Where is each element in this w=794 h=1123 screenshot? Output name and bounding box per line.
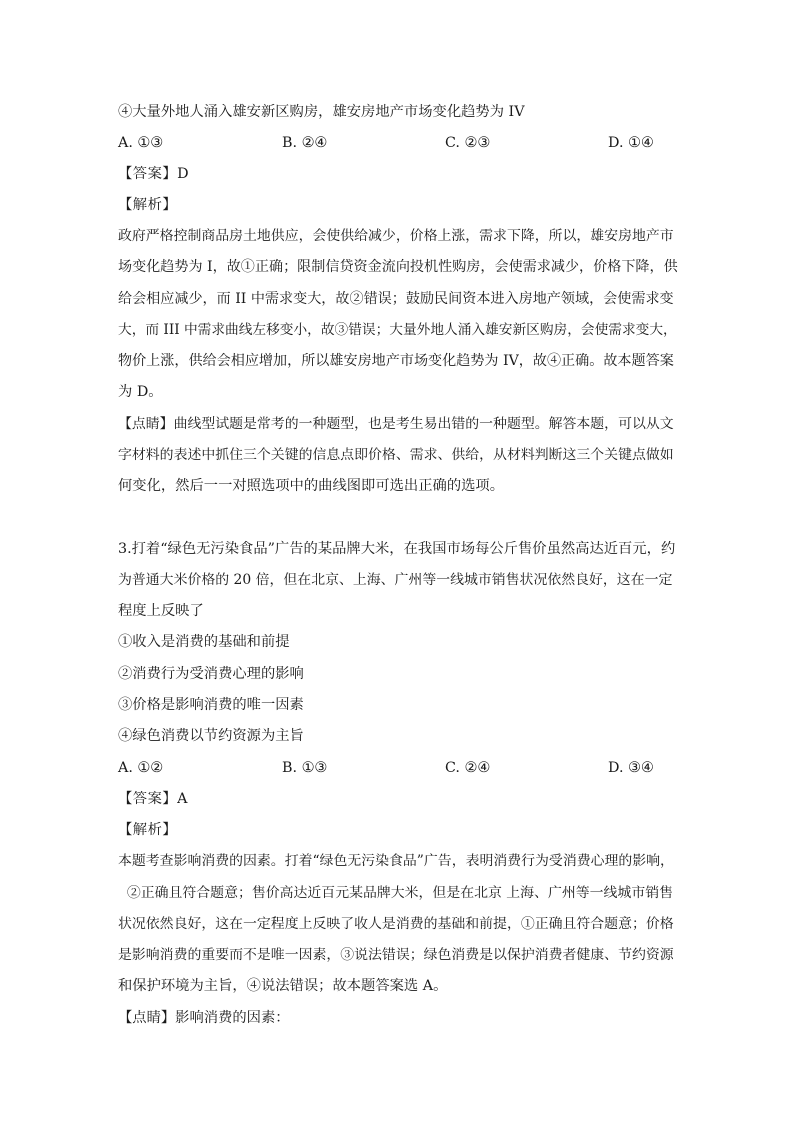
q2-comment-line: 何变化，然后一一对照选项中的曲线图即可选出正确的选项。 bbox=[118, 478, 505, 494]
q3-option-b: B. ①③ bbox=[282, 760, 328, 776]
q3-option-a: A. ①② bbox=[118, 760, 164, 776]
q2-options bbox=[118, 133, 678, 153]
q2-analysis-line: 为 D。 bbox=[118, 384, 163, 400]
q2-option-d: D. ①④ bbox=[608, 135, 654, 151]
q2-comment-line: 字材料的表述中抓住三个关键的信息点即价格、需求、供给，从材料判断这三个关键点做如 bbox=[118, 447, 674, 463]
q2-analysis-line: 物价上涨，供给会相应增加，所以雄安房地产市场变化趋势为 IV，故④正确。故本题答案 bbox=[118, 353, 674, 369]
q3-comment: 【点睛】影响消费的因素： bbox=[118, 1010, 290, 1026]
q2-option-a: A. ①③ bbox=[118, 135, 164, 151]
q2-analysis-line: 大，而 III 中需求曲线左移变小，故③错误；大量外地人涌入雄安新区购房，会使需求变大， bbox=[118, 322, 677, 338]
q3-option-d: D. ③④ bbox=[608, 760, 654, 776]
q3-statement-2: ②消费行为受消费心理的影响 bbox=[118, 666, 304, 682]
q3-analysis-line: ②正确且符合题意；售价高达近百元某品牌大米，但是在北京 上海、广州等一线城市销售 bbox=[118, 885, 673, 901]
q3-stem-line: 为普通大米价格的 20 倍，但在北京、上海、广州等一线城市销售状况依然良好，这在一定 bbox=[118, 572, 673, 588]
q3-analysis-label: 【解析】 bbox=[118, 822, 178, 838]
q3-options bbox=[118, 758, 678, 778]
q3-statement-4: ④绿色消费以节约资源为主旨 bbox=[118, 728, 304, 744]
q3-statement-1: ①收入是消费的基础和前提 bbox=[118, 634, 290, 650]
q2-option-c: C. ②③ bbox=[445, 135, 491, 151]
q2-analysis-line: 政府严格控制商品房土地供应，会使供给减少，价格上涨，需求下降，所以，雄安房地产市 bbox=[118, 228, 674, 244]
q2-analysis-label: 【解析】 bbox=[118, 197, 178, 213]
q3-analysis-line: 本题考查影响消费的因素。打着“绿色无污染食品”广告，表明消费行为受消费心理的影响， bbox=[118, 853, 674, 869]
q3-analysis-line: 状况依然良好，这在一定程度上反映了收人是消费的基础和前提，①正确且符合题意；价格 bbox=[118, 916, 674, 932]
q3-statement-3: ③价格是影响消费的唯一因素 bbox=[118, 697, 304, 713]
q2-analysis-line: 场变化趋势为 I，故①正确；限制信贷资金流向投机性购房，会使需求减少，价格下降，供 bbox=[118, 259, 678, 275]
q3-analysis-line: 是影响消费的重要而不是唯一因素，③说法错误；绿色消费是以保护消费者健康、节约资源 bbox=[118, 947, 674, 963]
q3-stem-line: 程度上反映了 bbox=[118, 603, 204, 619]
q3-option-c: C. ②④ bbox=[445, 760, 491, 776]
q2-answer: 【答案】D bbox=[118, 166, 190, 182]
statement-4: ④大量外地人涌入雄安新区购房，雄安房地产市场变化趋势为 IV bbox=[118, 104, 525, 120]
q3-stem-line: 3.打着“绿色无污染食品”广告的某品牌大米，在我国市场每公斤售价虽然高达近百元，约 bbox=[118, 541, 676, 557]
q3-analysis-line: 和保护环境为主旨，④说法错误；故本题答案选 A。 bbox=[118, 978, 448, 994]
q2-comment-line: 【点睛】曲线型试题是常考的一种题型，也是考生易出错的一种题型。解答本题，可以从文 bbox=[118, 416, 674, 432]
q2-analysis-line: 给会相应减少，而 II 中需求变大，故②错误；鼓励民间资本进入房地产领域，会使需求变 bbox=[118, 291, 674, 307]
q3-answer: 【答案】A bbox=[118, 791, 189, 807]
q2-option-b: B. ②④ bbox=[282, 135, 328, 151]
